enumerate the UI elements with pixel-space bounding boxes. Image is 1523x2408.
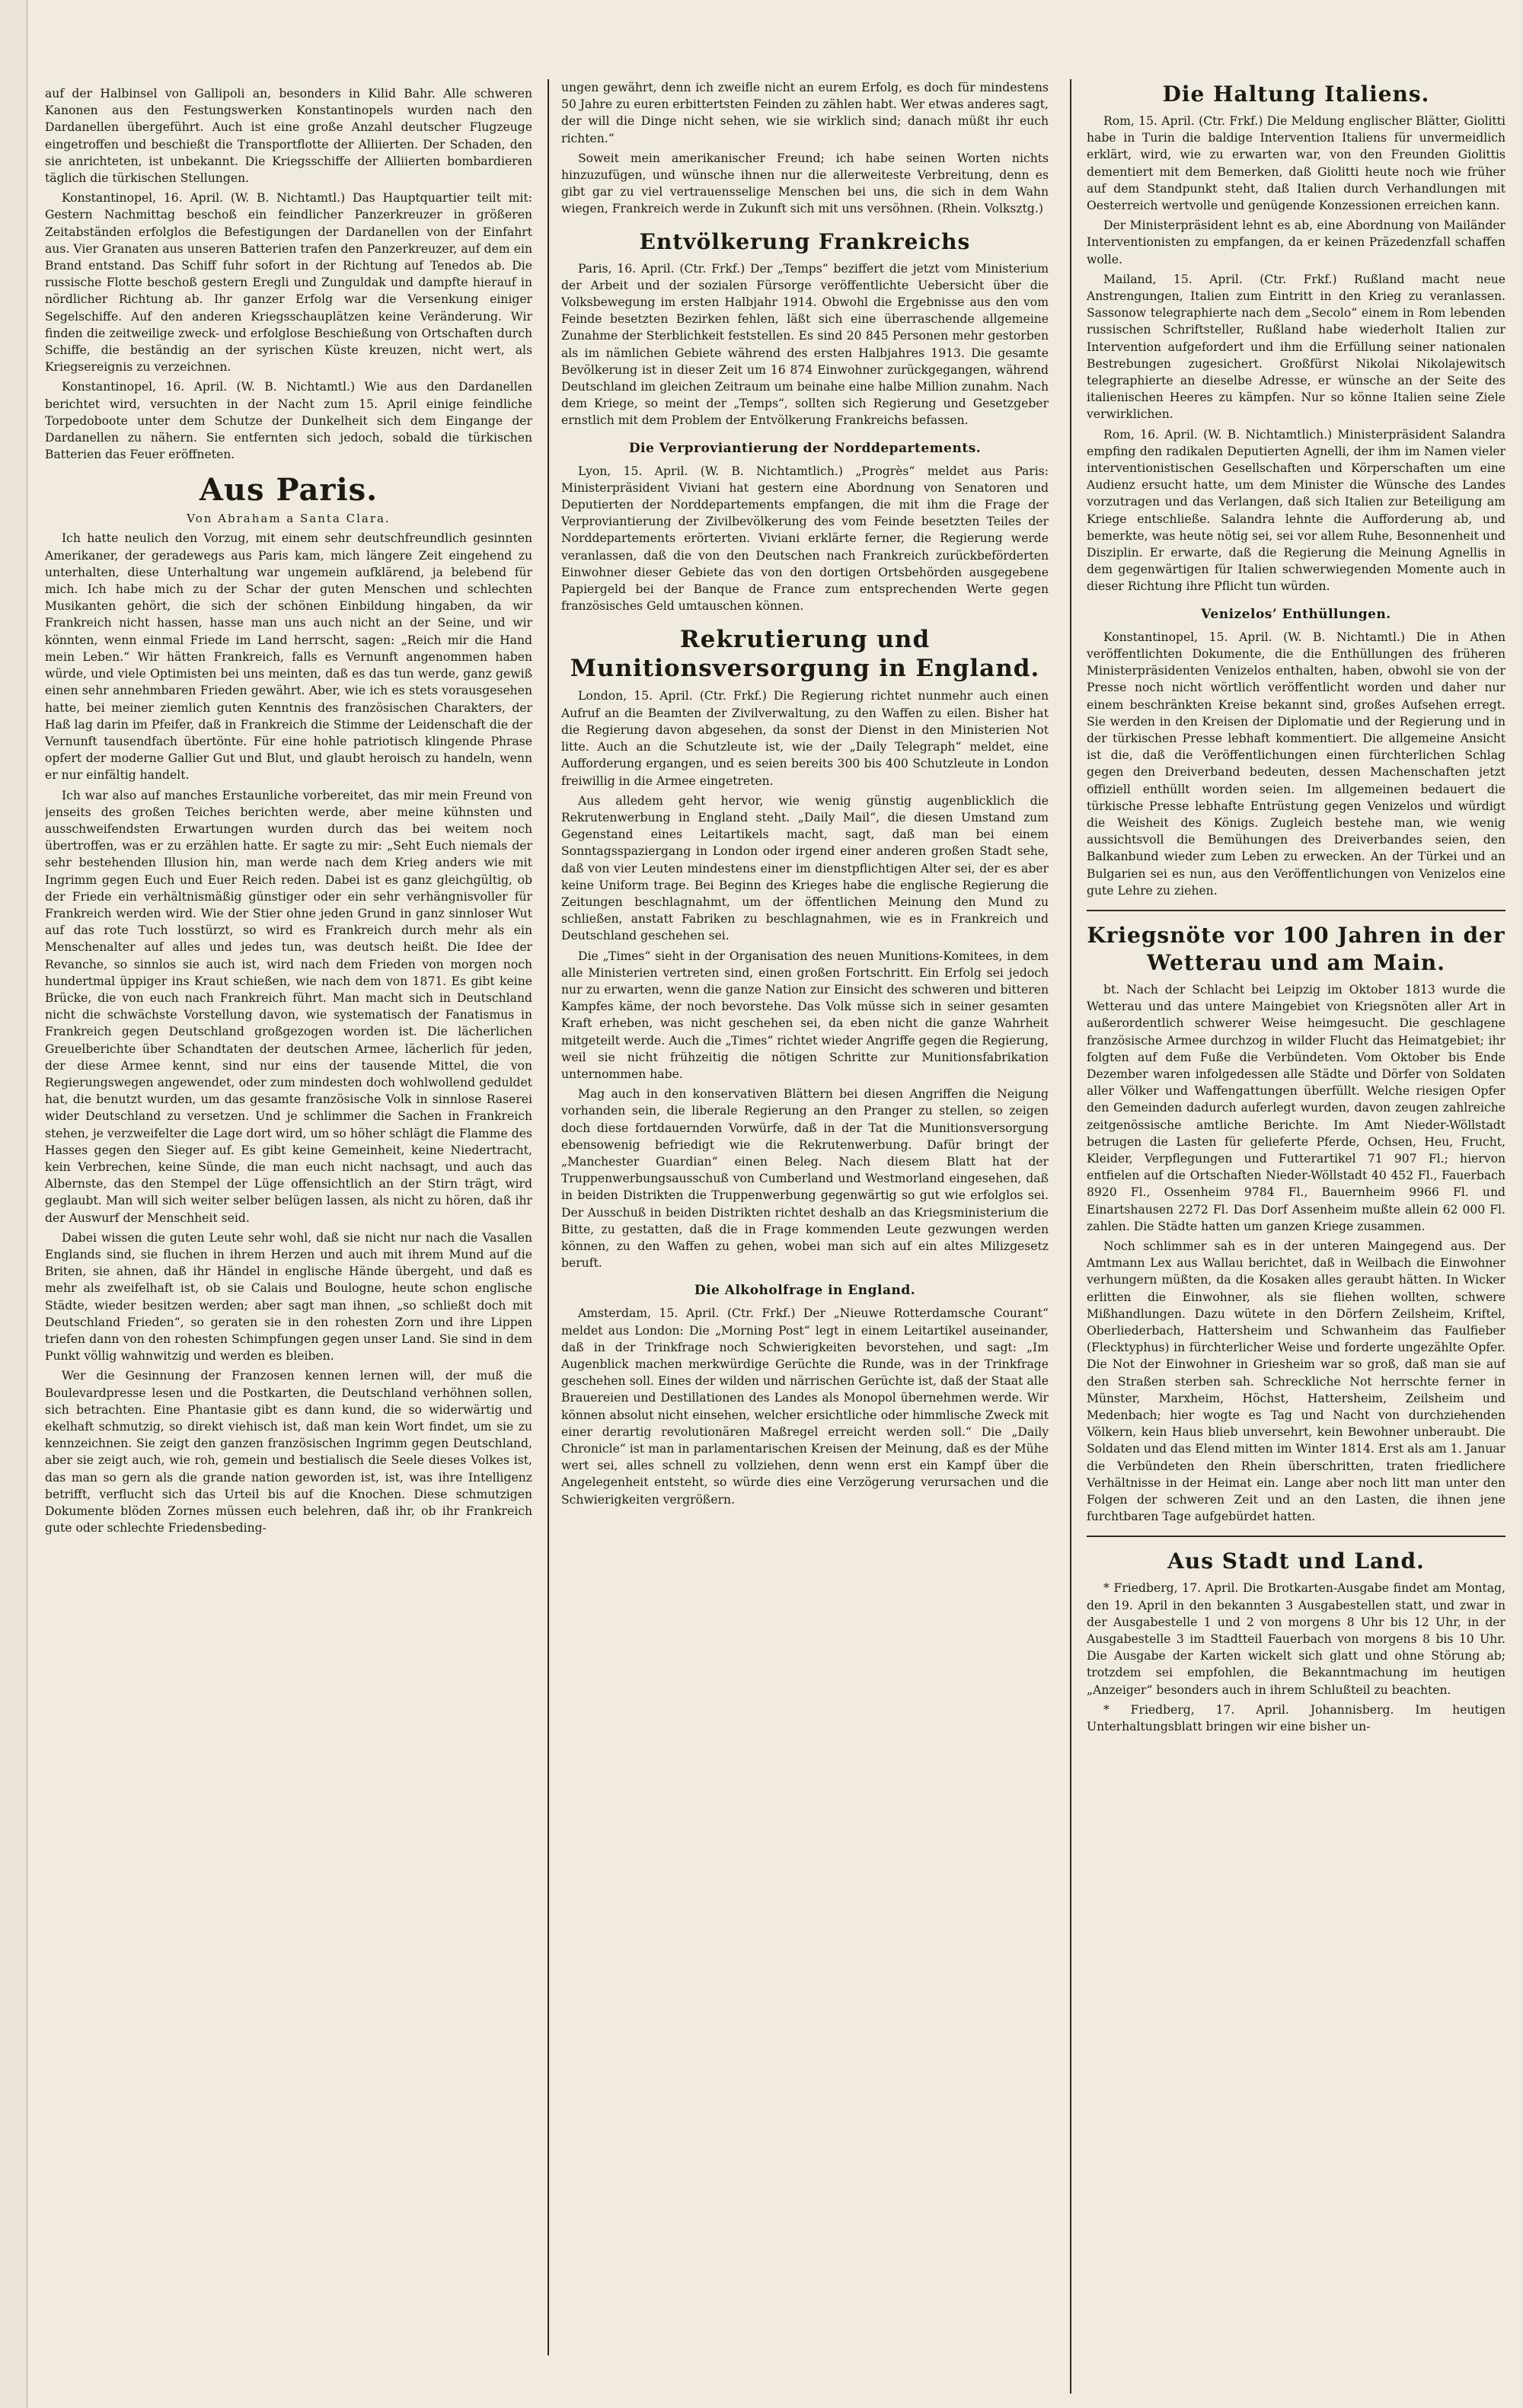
section-divider — [1087, 1536, 1505, 1537]
headline-aus-paris: Aus Paris. — [199, 472, 378, 509]
byline: Von Abraham a Santa Clara. — [187, 512, 391, 526]
article-paragraph: Konstantinopel, 16. April. (W. B. Nichtamtl.) Wie aus den Dardanellen berichtet wird, versuchten in der Nacht zum 15. April einige feindliche Torpedoboote unter dem Schutze der Dunkelheit sich dem Eingange der Dardanellen zu nähern. Sie entfernten sich jedoch, sobald die türkischen Batterien das Feuer eröffneten. — [45, 380, 532, 462]
article-paragraph: London, 15. April. (Ctr. Frkf.) Die Regierung richtet nunmehr auch einen Aufruf an die Beamten der Zivilverwaltung, zu den Waffen zu eilen. Bisher hat die Regierung davon abgesehen, da sonst der Dienst in den Ministerien Not litte. Auch an die Schutzleute ist, wie der „Daily Telegraph“ meldet, eine Aufforderung ergangen, und es seien bereits 300 bis 400 Schutzleute in London freiwillig in die Armee eingetreten. — [561, 689, 1049, 788]
article-paragraph: Mag auch in den konservativen Blättern bei diesen Angriffen die Neigung vorhanden sein, die liberale Regierung an den Pranger zu stellen, so zeigen doch diese fortdauernden Vorwürfe, daß in der Tat die Munitionsversorgung ebensowenig befriedigt wie die Rekrutenwerbung. Dafür bringt der „Manchester Guardian“ einen Beleg. Nach diesem Blatt hat der Truppenwerbungsausschuß von Cumberland und Westmorland eingesehen, daß in beiden Distrikten die Truppenwerbung gegenwärtig so gut wie erfolglos sei. Der Ausschuß in beiden Distrikten richtet deshalb an das Kriegsministerium die Bitte, zu gestatten, daß die in Frage kommenden Leute gezwungen werden können, zu den Waffen zu gehen, wobei man sich auf ein altes Milizgesetz beruft. — [561, 1087, 1049, 1271]
article-paragraph: * Friedberg, 17. April. Johannisberg. Im heutigen Unterhaltungsblatt bringen wir eine bisher un- — [1087, 1702, 1505, 1734]
article-paragraph: Paris, 16. April. (Ctr. Frkf.) Der „Temps“ beziffert die jetzt vom Ministerium der Arbeit und der sozialen Fürsorge veröffentlichte Uebersicht über die Volksbewegung im ersten Halbjahr 1914. Obwohl die Ergebnisse aus den vom Feinde besetzten Bezirken fehlen, läßt sich eine überraschende allgemeine Zunahme der Sterblichkeit feststellen. Es sind 20 845 Personen mehr gestorben als im nämlichen Gebiete während des ersten Halbjahres 1913. Die gesamte Bevölkerung ist in dieser Zeit um 16 874 Einwohner zurückgegangen, während Deutschland im gleichen Zeitraum um beinahe eine halbe Million zunahm. Nach dem Kriege, so meint der „Temps“, sollten sich Regierung und Gesetzgeber ernstlich mit dem Problem der Entvölkerung Frankreichs befassen. — [561, 261, 1049, 428]
column-rule-left — [548, 79, 549, 2355]
newspaper-page — [26, 0, 1521, 2408]
article-paragraph: Der Ministerpräsident lehnt es ab, eine Abordnung von Mailänder Interventionisten zu empfangen, da er keinen Präzedenzfall schaffen wolle. — [1087, 218, 1505, 266]
article-paragraph: Noch schlimmer sah es in der unteren Maingegend aus. Der Amtmann Lex aus Wallau berichtet, daß in Weilbach die Einwohner verhungern müßten, da die Kosaken alles geraubt hätten. In Wicker erlitten die Einwohner, als sie fliehen wollten, schwere Mißhandlungen. Dazu wütete in den Dörfern Zeilsheim, Kriftel, Oberliederbach, Hattersheim und Schwanheim das Faulfieber (Flecktyphus) in fürchterlicher Weise und forderte ungezählte Opfer. Die Not der Einwohner in Griesheim war so groß, daß man sie auf den Straßen sterben sah. Schreckliche Not herrschte ferner in Münster, Marxheim, Höchst, Hattersheim, Zeilsheim und Medenbach; hier wogte es Tag und Nacht von durchziehenden Völkern, kein Haus blieb unversehrt, kein Bewohner unberaubt. Die Soldaten und das Elend mitten im Winter 1814. Erst als am 1. Januar die Verbündeten den Rhein überschritten, traten friedlichere Verhältnisse in der Heimat ein. Lange aber noch litt man unter den Folgen der schweren Zeit und an den Lasten, die ihnen jene furchtbaren Tage aufgebürdet hatten. — [1087, 1239, 1505, 1524]
article-paragraph: Dabei wissen die guten Leute sehr wohl, daß sie nicht nur nach die Vasallen Englands sind, sie fluchen in ihrem Herzen und auch mit ihrem Mund auf die Briten, sie ahnen, daß ihr Händel in englische Hände übergeht, und daß es mehr als zweifelhaft ist, ob sie Calais und Boulogne, heute schon englische Städte, wieder besitzen werden; aber sagt man ihnen, „so schließt doch mit Deutschland Frieden“, so geraten sie in den rohesten Zorn und ihre Lippen triefen dann von den rohesten Schimpfungen gegen unser Land. Sie sind in dem Punkt völlig wahnwitzig und werden es bleiben. — [45, 1230, 532, 1363]
article-paragraph: Ich hatte neulich den Vorzug, mit einem sehr deutschfreundlich gesinnten Amerikaner, der geradewegs aus Paris kam, mich längere Zeit eingehend zu unterhalten, diese Unterhaltung war ungemein aufklärend, ja belebend für mich. Ich habe mich zu der Schar der guten Menschen und schlechten Musikanten gehört, die sich der schönen Einbildung hingaben, da wir Frankreich nicht hassen, hasse man uns auch nicht an der Seine, und wir könnten, wenn einmal Friede im Land herrscht, sagen: „Reich mir die Hand mein Leben.“ Wir hätten Frankreich, falls es Vernunft angenommen haben würde, und viele Optimisten bei uns meinten, daß es das tun werde, ganz gewiß einen sehr annehmbaren Frieden gewährt. Aber, wie ich es stets vorausgesehen hatte, bei meiner ziemlich guten Kenntnis des französischen Charakters, der Haß lag darin im Pfeifer, daß in Frankreich die Stimme der Leidenschaft die der Vernunft tausendfach übertönte. Für eine hohle patriotisch klingende Phrase opfert der moderne Gallier Gut und Blut, und glaubt heroisch zu handeln, wenn er nur einfältig handelt. — [45, 531, 532, 783]
headline-alkoholfrage: Die Alkoholfrage in England. — [694, 1283, 916, 1299]
article-paragraph: Konstantinopel, 15. April. (W. B. Nichtamtl.) Die in Athen veröffentlichten Dokumente, die die Enthüllungen des früheren Ministerpräsidenten Venizelos enthalten, haben, obwohl sie von der Presse noch nicht wörtlich veröffentlicht worden und daher nur einem beschränkten Kreise bekannt sind, großes Aufsehen erregt. Sie werden in den Kreisen der Diplomatie und der Regierung und in der türkischen Presse lebhaft kommentiert. Die allgemeine Ansicht ist die, daß die Veröffentlichungen einen fürchterlichen Schlag gegen den Dreiverband bedeuten, dessen Machenschaften jetzt offiziell enthüllt worden seien. Im allgemeinen bedauert die türkische Presse lebhafte Entrüstung gegen Venizelos und würdigt die Weisheit des Königs. Zugleich bestehe man, wie wenig aussichtsvoll die Bemühungen des Dreiverbandes seien, den Balkanbund wieder zum Leben zu erwecken. An der Türkei und an Bulgarien sei es nun, aus den Veröffentlichungen von Venizelos eine gute Lehre zu ziehen. — [1087, 630, 1505, 898]
article-paragraph: Lyon, 15. April. (W. B. Nichtamtlich.) „Progrès“ meldet aus Paris: Ministerpräsident Viviani hat gestern eine Abordnung von Senatoren und Deputierten der Norddepartements empfangen, die mit ihm die Frage der Verproviantierung der Zivilbevölkerung des vom Feinde besetzten Teiles der Norddepartements erörterten. Viviani erklärte ferner, die Regierung werde veranlassen, daß die von den Deutschen nach Frankreich zurückbeförderten Einwohner dieser Gebiete das von den dortigen Ortsbehörden ausgegebene Papiergeld bei der Banque de France zum entsprechenden Werte gegen französisches Geld umtauschen können. — [561, 464, 1049, 614]
article-paragraph: auf der Halbinsel von Gallipoli an, besonders in Kilid Bahr. Alle schweren Kanonen aus den Festungswerken Konstantinopels wurden nach den Dardanellen übergeführt. Auch ist eine große Anzahl deutscher Flugzeuge eingetroffen und beschießt die Transportflotte der Alliierten. Der Schaden, den sie anrichteten, ist unbekannt. Die Kriegsschiffe der Alliierten bombardieren täglich die türkischen Stellungen. — [45, 87, 532, 186]
article-paragraph: Rom, 15. April. (Ctr. Frkf.) Die Meldung englischer Blätter, Giolitti habe in Turin die baldige Intervention Italiens für unvermeidlich erklärt, wird, wie zu erwarten war, von den Freunden Giolittis dementiert mit dem Bemerken, daß Giolitti heute noch wie früher auf dem Standpunkt steht, daß Italien durch Verhandlungen mit Oesterreich wertvolle und genügende Konzessionen erreichen kann. — [1087, 114, 1505, 213]
article-paragraph: bt. Nach der Schlacht bei Leipzig im Oktober 1813 wurde die Wetterau und das untere Maingebiet von Kriegsnöten aller Art in außerordentlich schwerer Weise heimgesucht. Die geschlagene französische Armee durchzog in wilder Flucht das Heimatgebiet; ihr folgten auf dem Fuße die Verbündeten. Vom Oktober bis Ende Dezember waren infolgedessen alle Städte und Dörfer von Soldaten aller Völker und Waffengattungen überfüllt. Welche riesigen Opfer den Gemeinden dadurch auferlegt wurden, davon zeugen zahlreiche zeitgenössische amtliche Berichte. Im Amt Nieder-Wöllstadt betrugen die Lasten für gelieferte Pferde, Ochsen, Heu, Frucht, Kleider, Verpflegungen und Futterartikel 71 907 Fl.; hiervon entfielen auf die Ortschaften Nieder-Wöllstadt 40 452 Fl., Fauerbach 8920 Fl., Ossenheim 9784 Fl., Bauernheim 9966 Fl. und Einartshausen 2272 Fl. Das Dorf Assenheim mußte allein 62 000 Fl. zahlen. Die Städte hatten um ganzen Kriege zusammen. — [1087, 982, 1505, 1233]
headline-verproviantierung: Die Verproviantierung der Norddepartements. — [628, 440, 982, 456]
headline-rekrutierung: Rekrutierung und Munitionsversorgung in England. — [570, 626, 1040, 683]
article-paragraph: Wer die Gesinnung der Franzosen kennen lernen will, der muß die Boulevardpresse lesen und die Postkarten, die Deutschland verhöhnen sollen, sich betrachten. Eine Phantasie gibt es dann kund, die so widerwärtig und ekelhaft schmutzig, so direkt viehisch ist, daß man kein Wort findet, um sie zu kennzeichnen. Sie zeigt den ganzen französischen Ingrimm gegen Deutschland, aber sie zeigt auch, wie roh, gemein und bestialisch die Seele dieses Volkes ist, das man so gern als die grande nation geworden ist, ist, was ihre Intelligenz betrifft, verflucht sich das Urteil bis auf die Knochen. Diese schmutzigen Dokumente blöden Zornes müssen euch belehren, daß ihr, ob ihr Frankreich gute oder schlechte Friedensbeding- — [45, 1369, 532, 1536]
article-paragraph: Amsterdam, 15. April. (Ctr. Frkf.) Der „Nieuwe Rotterdamsche Courant“ meldet aus London: Die „Morning Post“ legt in einem Leitartikel auseinander, daß in der Trinkfrage noch Schwierigkeiten bevorstehen, und sagt: „Im Augenblick machen merkwürdige Gerüchte die Runde, was in der Trinkfrage geschehen soll. Eines der wilden und närrischen Gerüchte ist, daß der Staat alle Brauereien und Destillationen des Landes als Monopol übernehmen werde. Wir können absolut nicht einsehen, welcher ersichtliche oder himmlische Zweck mit einer derartig revolutionären Maßregel erreicht werden soll.“ Die „Daily Chronicle“ ist man in parlamentarischen Kreisen der Meinung, daß es der Mühe wert sei, alles schnell zu vollziehen, denn wenn erst ein Kampf über die Angelegenheit entsteht, so würde dies eine Verzögerung verursachen und die Schwierigkeiten vergrößern. — [561, 1306, 1049, 1507]
column-left — [45, 85, 532, 2400]
article-paragraph: Ich war also auf manches Erstaunliche vorbereitet, das mir mein Freund von jenseits des großen Teiches berichten werde, aber meine kühnsten und ausschweifendsten Erwartungen wurden durch das bei weitem noch übertroffen, was er zu erzählen hatte. Er sagte zu mir: „Seht Euch niemals der sehr bestehenden Illusion hin, man werde nach dem Krieg anders wie mit Ingrimm gegen Euch und Euer Reich reden. Dabei ist es ganz gleichgültig, ob der Friede ein verhältnismäßig günstiger oder ein sehr verhängnisvoller für Frankreich werden wird. Wie der Stier ohne jeden Grund in ganz sinnloser Wut auf das rote Tuch losstürzt, so wird es Frankreich durch mehr als ein Menschenalter auf alles und jedes tun, was deutsch heißt. Die Idee der Revanche, so sinnlos sie auch ist, wird nach dem Frieden von morgen noch hundertmal üppiger ins Kraut schießen, wie nach dem von 1871. Es gibt keine Brücke, die von euch nach Frankreich führt. Man macht sich in Deutschland nicht die schwächste Vorstellung davon, wie systematisch der Fanatismus in Frankreich gegen Deutschland großgezogen worden ist. Die lächerlichen Greuelberichte über Schandtaten der deutschen Armee, lächerlich für jeden, der diese Armee kennt, sind nur eins der tausende Mittel, die von Regierungswegen angewendet, oder zum mindesten doch wohlwollend geduldet hat, die benutzt wurden, um das gesamte französische Volk in sinnlose Raserei wider Deutschland zu versetzen. Und je schlimmer die Sachen in Frankreich stehen, je verzweifelter die Lage dort wird, um so höher schlägt die Flamme des Hasses gegen den Sieger auf. Es gibt keine Gemeinheit, keine Niedertracht, kein Verbrechen, keine Sünde, die man euch nicht nachsagt, und auch das Albernste, das den Stempel der Lüge offensichtlich an der Stirn trägt, wird geglaubt. Man will sich weiter selber belügen lassen, als nicht zu hören, daß ihr der Auswurf der Menschheit seid. — [45, 788, 532, 1225]
headline-entvoelkerung: Entvölkerung Frankreichs — [639, 228, 971, 254]
column-right — [1087, 70, 1505, 2369]
headline-venizelos: Venizelos’ Enthüllungen. — [1201, 606, 1391, 622]
article-paragraph: Rom, 16. April. (W. B. Nichtamtlich.) Ministerpräsident Salandra empfing den radikalen Deputierten Agnelli, der ihm im Namen vieler interventionistischen Gesellschaften und Körperschaften um eine Audienz ersucht hatte, um dem Minister die Wünsche des Landes vorzutragen und das Verlangen, daß sich Italien zur Beteiligung am Kriege entschließe. Salandra lehnte die Aufforderung ab, und bemerkte, was heute nötig sei, sei vor allem Ruhe, Besonnenheit und Disziplin. Er erwarte, daß die Regierung die Meinung Agnellis in dem gegenwärtigen für Italien schwerwiegenden Momente auch in dieser Richtung ihre Pflicht tun würden. — [1087, 427, 1505, 594]
article-paragraph: ungen gewährt, denn ich zweifle nicht an eurem Erfolg, es doch für mindestens 50 Jahre zu euren erbittertsten Feinden zu zählen habt. Wer etwas anderes sagt, der will die Dinge nicht sehen, wie sie wirklich sind; danach müßt ihr euch richten.“ — [561, 81, 1049, 145]
headline-aus-stadt-und-land: Aus Stadt und Land. — [1167, 1548, 1425, 1574]
column-middle — [561, 79, 1049, 2355]
column-rule-right — [1070, 79, 1071, 2394]
article-paragraph: Konstantinopel, 16. April. (W. B. Nichtamtl.) Das Hauptquartier teilt mit: Gestern Nachmittag beschoß ein feindlicher Panzerkreuzer in größeren Zeitabständen erfolglos die Befestigungen der Dardanellen von der Einfahrt aus. Vier Granaten aus unseren Batterien trafen den Panzerkreuzer, auf dem ein Brand entstand. Das Schiff fuhr sofort in der Richtung auf Tenedos ab. Die russische Flotte beschoß gestern Eregli und Zunguldak und dampfte hierauf in nördlicher Richtung ab. Ihr ganzer Erfolg war die Versenkung einiger Segelschiffe. Auf den anderen Kriegsschauplätzen keine Veränderung. Wir finden die zeitweilige zweck- und erfolglose Beschießung von Ortschaften durch Schiffe, die beständig an der syrischen Küste kreuzen, nicht wert, als Kriegsereignis zu verzeichnen. — [45, 191, 532, 375]
headline-kriegsnoete: Kriegsnöte vor 100 Jahren in der Wetterau und am Main. — [1087, 922, 1505, 975]
article-paragraph: * Friedberg, 17. April. Die Brotkarten-Ausgabe findet am Montag, den 19. April in den bekannten 3 Ausgabestellen statt, und zwar in der Ausgabestelle 1 und 2 von morgens 8 Uhr bis 12 Uhr, in der Ausgabestelle 3 im Stadtteil Fauerbach von morgens 8 bis 10 Uhr. Die Ausgabe der Karten wickelt sich glatt und ohne Störung ab; trotzdem sei empfohlen, die Bekanntmachung im heutigen „Anzeiger“ besonders auch in ihrem Schlußteil zu beachten. — [1087, 1581, 1505, 1697]
article-paragraph: Mailand, 15. April. (Ctr. Frkf.) Rußland macht neue Anstrengungen, Italien zum Eintritt in den Krieg zu veranlassen. Sassonow telegraphierte nach dem „Secolo“ einem in Rom lebenden russischen Schriftsteller, Rußland habe wiederholt Italien zur Intervention aufgefordert und ihm die Erfüllung seiner nationalen Bestrebungen zugesichert. Großfürst Nikolai Nikolajewitsch telegraphierte an dieselbe Adresse, er wünsche an der Seite des italienischen Heeres zu kämpfen. Nur so könne Italien seine Ziele verwirklichen. — [1087, 272, 1505, 422]
article-paragraph: Die „Times“ sieht in der Organisation des neuen Munitions-Komitees, in dem alle Ministerien vertreten sind, einen großen Fortschritt. Ein Erfolg sei jedoch nur zu erwarten, wenn die ganze Nation zur Einsicht des schweren und bitteren Kampfes käme, der noch bevorstehe. Das Volk müsse sich in seiner gesamten Kraft erheben, was nicht geschehen sei, da eben nicht die ganze Wahrheit mitgeteilt werde. Auch die „Times“ richtet wieder Angriffe gegen die Regierung, weil sie nicht frühzeitig die nötigen Schritte zur Munitionsfabrikation unternommen habe. — [561, 949, 1049, 1081]
article-paragraph: Soweit mein amerikanischer Freund; ich habe seinen Worten nichts hinzuzufügen, und wünsche ihnen nur die allerweiteste Verbreitung, denn es gibt gar zu viel vertrauensselige Menschen bei uns, die sich in dem Wahn wiegen, Frankreich werde in Zukunft sich mit uns versöhnen. (Rhein. Volksztg.) — [561, 151, 1049, 216]
article-paragraph: Aus alledem geht hervor, wie wenig günstig augenblicklich die Rekrutenwerbung in England steht. „Daily Mail“, die diesen Umstand zum Gegenstand eines Leitartikels macht, sagt, daß man bei einem Sonntagsspaziergang in London oder irgend einer anderen großen Stadt sehe, daß von vier Leuten mindestens einer im dienstpflichtigen Alter sei, der es aber keine Uniform trage. Bei Beginn des Krieges habe die englische Regierung die Zeitungen beschlagnahmt, um der öffentlichen Meinung den Mund zu schließen, anstatt Fabriken zu beschlagnahmen, wie es in Frankreich und Deutschland geschehen sei. — [561, 793, 1049, 943]
headline-haltung-italiens: Die Haltung Italiens. — [1162, 81, 1430, 107]
section-divider — [1087, 910, 1505, 911]
